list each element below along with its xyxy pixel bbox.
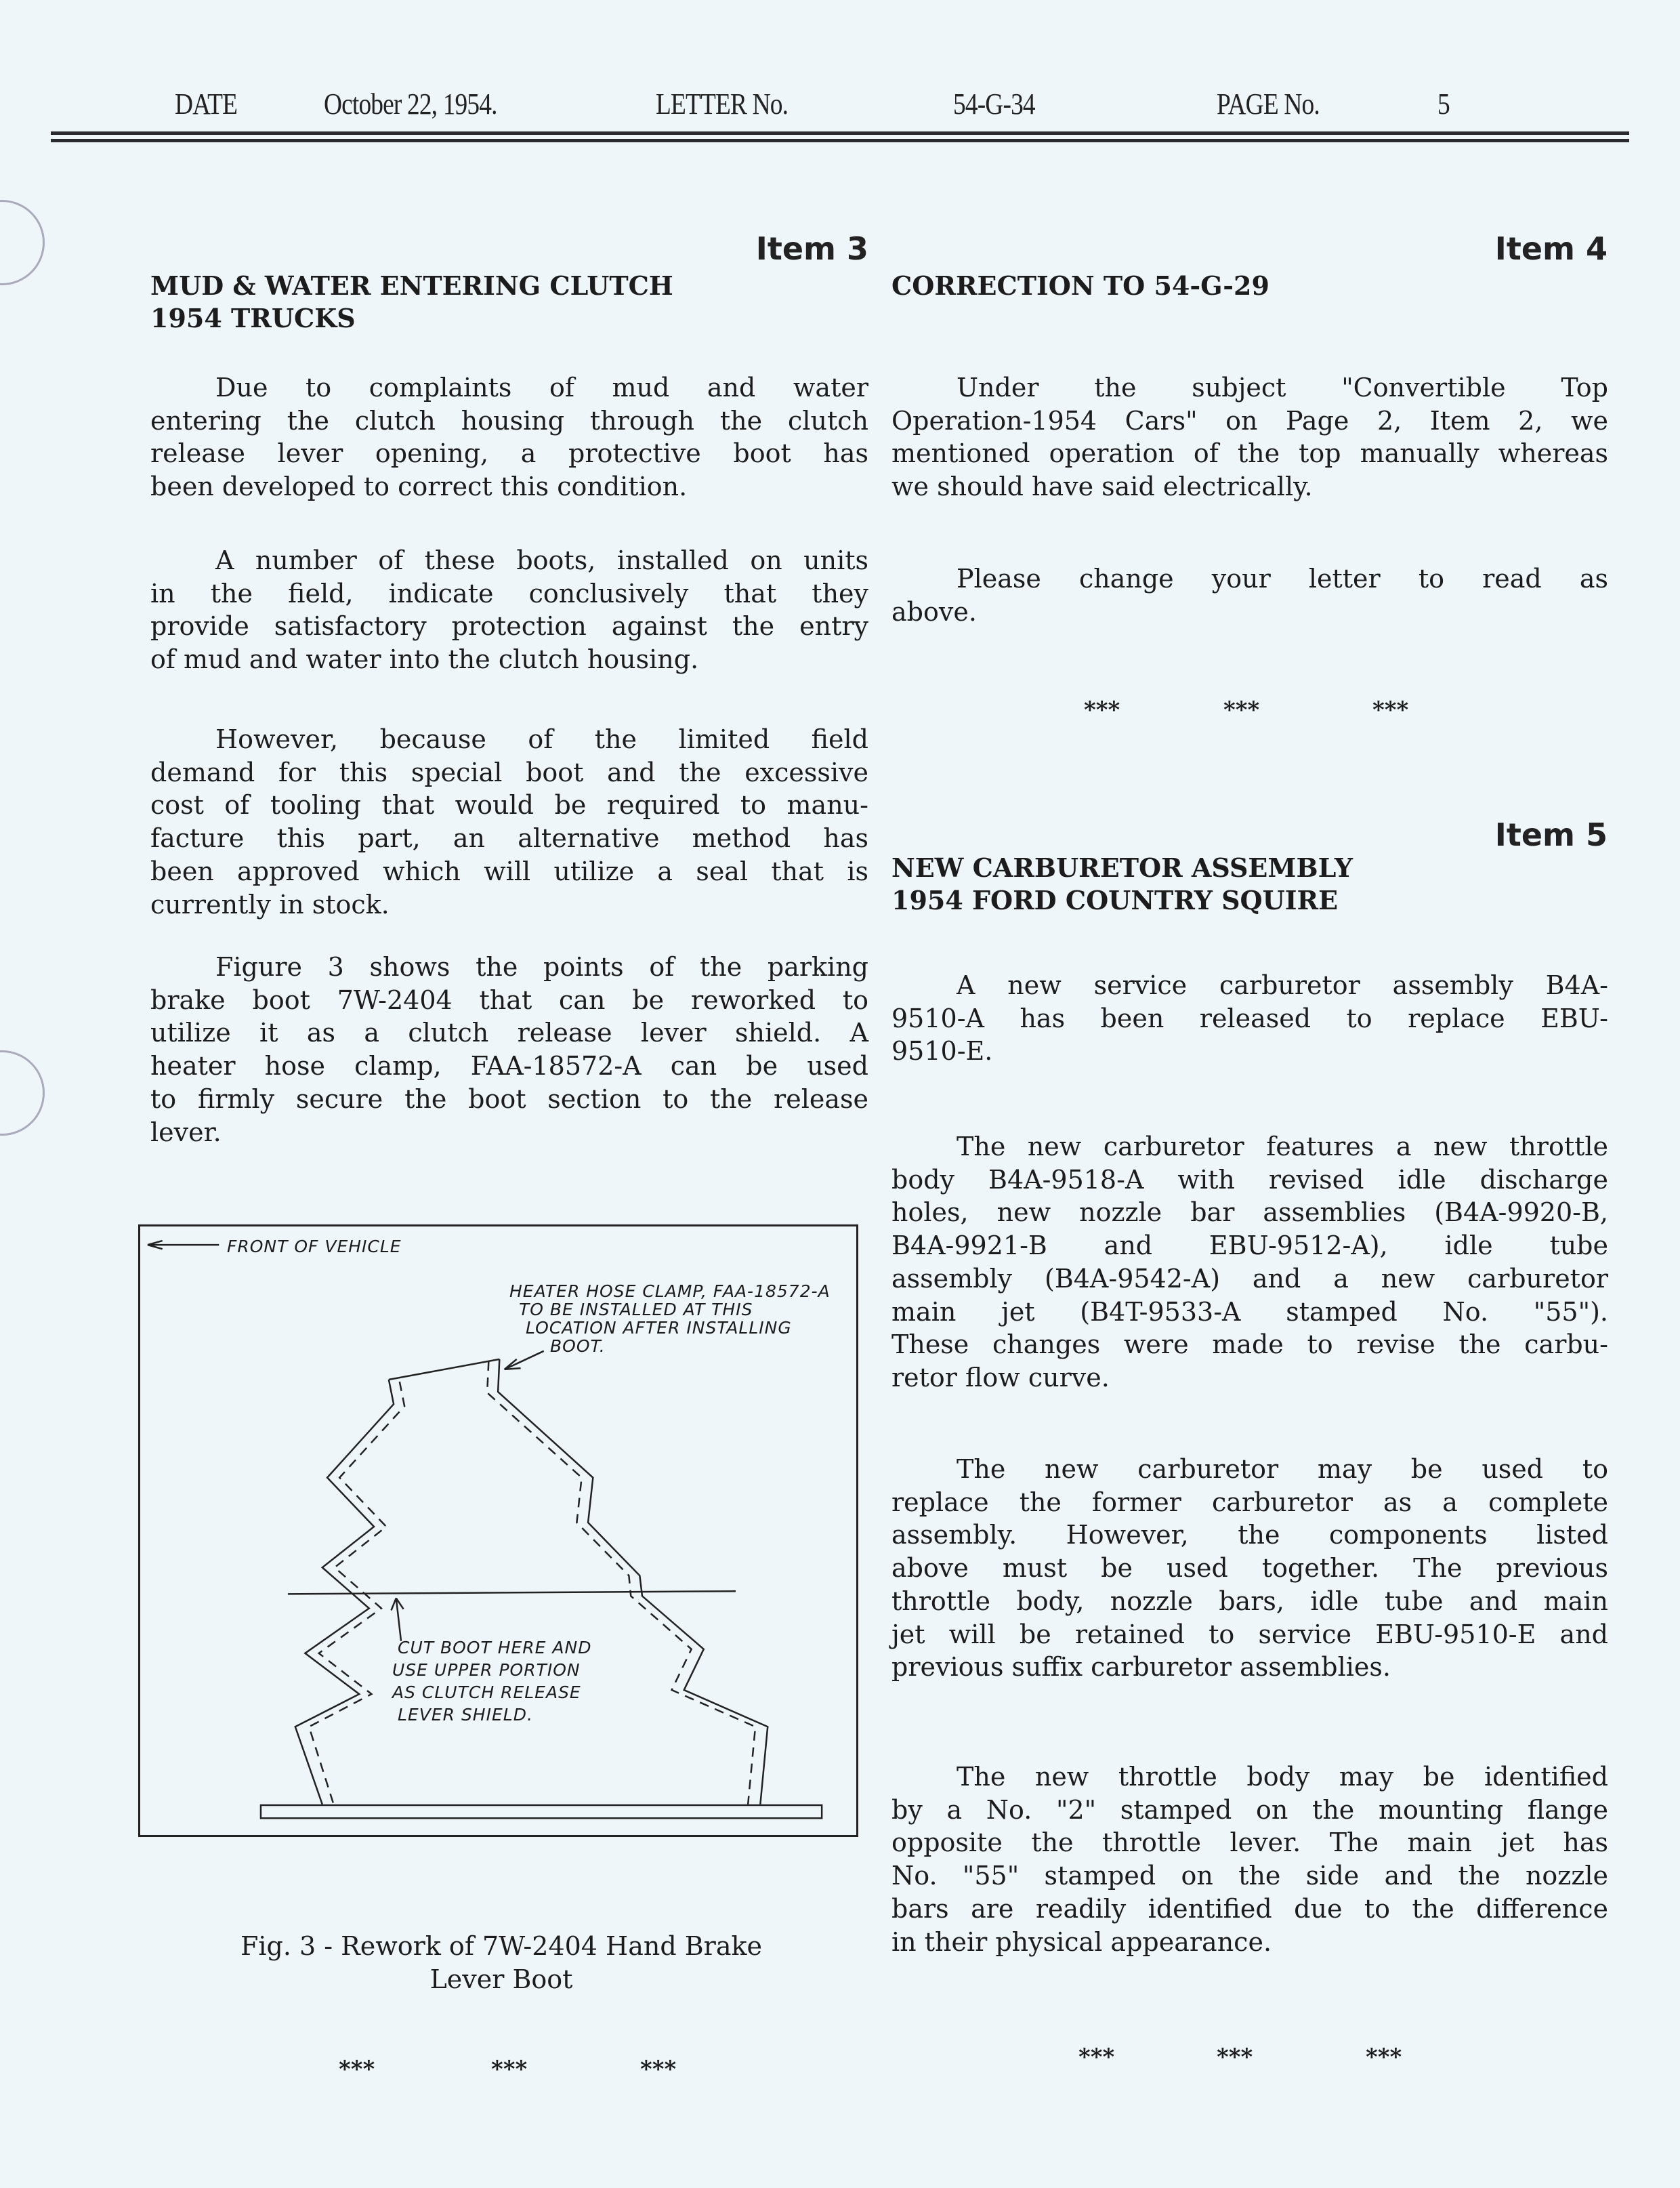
- note-line: AS CLUTCH RELEASE: [392, 1683, 581, 1702]
- item-5-paragraph: [891, 1760, 1608, 1958]
- text-line: bars are readily identified due to the difference: [891, 1893, 1608, 1924]
- text-line: heater hose clamp, FAA-18572-A can be used: [150, 1051, 868, 1081]
- cut-line: [288, 1591, 736, 1594]
- text-line: holes, new nozzle bar assemblies (B4A-9920-B,: [891, 1197, 1608, 1228]
- arrow-front: [148, 1241, 219, 1249]
- text-line: Please change your letter to read as: [957, 564, 1608, 594]
- page-label: PAGE No.: [1217, 87, 1320, 121]
- boot-left-outline: [295, 1380, 394, 1804]
- text-line: B4A-9921-B and EBU-9512-A), idle tube: [891, 1231, 1608, 1261]
- text-line: opposite the throttle lever. The main jet has: [891, 1828, 1608, 1858]
- text-line: of mud and water into the clutch housing.: [150, 644, 699, 675]
- item-4-paragraph: [891, 371, 1608, 503]
- text-line: been approved which will utilize a seal that is: [150, 856, 868, 886]
- text-line: entering the clutch housing through the clutch: [150, 405, 868, 436]
- section-separator: ***: [640, 2056, 677, 2083]
- text-line: However, because of the limited field: [215, 724, 868, 754]
- text-line: Operation-1954 Cars" on Page 2, Item 2, we: [891, 405, 1608, 436]
- text-line: provide satisfactory protection against the entry: [150, 611, 868, 642]
- text-line: assembly (B4A-9542-A) and a new carburetor: [891, 1263, 1608, 1294]
- header-rule-bottom: [51, 139, 1629, 142]
- note-line: TO BE INSTALLED AT THIS: [519, 1300, 753, 1319]
- text-line: above must be used together. The previous: [891, 1553, 1608, 1584]
- item-3-number: Item 3: [755, 230, 868, 267]
- text-line: we should have said electrically.: [891, 472, 1313, 502]
- text-line: in the field, indicate conclusively that they: [150, 578, 868, 608]
- section-separator: ***: [1372, 697, 1409, 724]
- item-5-number: Item 5: [1494, 817, 1608, 853]
- note-line: BOOT.: [550, 1336, 606, 1356]
- item-3-paragraph: [150, 951, 868, 1149]
- item-3-paragraph: [150, 371, 868, 503]
- text-line: Figure 3 shows the points of the parking: [215, 952, 868, 982]
- text-line: in their physical appearance.: [891, 1926, 1272, 1957]
- heading-line: 1954 TRUCKS: [150, 303, 356, 333]
- text-line: brake boot 7W-2404 that can be reworked to: [150, 985, 868, 1015]
- item-4-paragraph: [891, 562, 1608, 628]
- heading-line: 1954 FORD COUNTRY SQUIRE: [891, 885, 1339, 915]
- page-number: 5: [1437, 87, 1450, 121]
- text-line: replace the former carburetor as a complete: [891, 1487, 1608, 1517]
- text-line: lever.: [150, 1117, 222, 1147]
- letter-label: LETTER No.: [656, 87, 789, 121]
- text-line: 9510-E.: [891, 1036, 993, 1067]
- text-line: currently in stock.: [150, 889, 390, 920]
- note-line: USE UPPER PORTION: [392, 1660, 581, 1680]
- text-line: Under the subject "Convertible Top: [957, 373, 1608, 402]
- text-line: retor flow curve.: [891, 1362, 1110, 1392]
- figure-3-boot-diagram: [138, 1224, 858, 1837]
- text-line: been developed to correct this condition.: [150, 472, 688, 502]
- item-5-paragraph: [891, 969, 1608, 1068]
- boot-right-outline: [498, 1359, 768, 1804]
- text-line: The new throttle body may be identified: [957, 1762, 1608, 1792]
- text-line: cost of tooling that would be required to manu-: [150, 790, 868, 821]
- section-separator: ***: [1217, 2044, 1253, 2071]
- boot-base: [261, 1805, 822, 1818]
- text-line: assembly. However, the components listed: [891, 1520, 1608, 1550]
- text-line: throttle body, nozzle bars, idle tube and main: [891, 1586, 1608, 1616]
- section-separator: ***: [1078, 2044, 1115, 2071]
- text-line: 9510-A has been released to replace EBU-: [891, 1003, 1608, 1033]
- punch-hole: [0, 1050, 45, 1136]
- heading-line: CORRECTION TO 54-G-29: [891, 270, 1269, 301]
- text-line: main jet (B4T-9533-A stamped No. "55").: [891, 1296, 1608, 1327]
- text-line: These changes were made to revise the carbu-: [891, 1329, 1608, 1360]
- text-line: No. "55" stamped on the side and the nozzle: [891, 1861, 1608, 1891]
- text-line: A number of these boots, installed on units: [215, 545, 868, 575]
- text-line: The new carburetor features a new throttle: [957, 1132, 1608, 1161]
- date-value: October 22, 1954.: [324, 87, 497, 121]
- caption-line: Fig. 3 - Rework of 7W-2404 Hand Brake: [240, 1931, 762, 1961]
- text-line: A new service carburetor assembly B4A-: [957, 970, 1608, 1000]
- item-5-heading: [891, 852, 1353, 917]
- note-line: CUT BOOT HERE AND: [398, 1638, 592, 1657]
- item-5-paragraph: [891, 1453, 1608, 1684]
- section-separator: ***: [1084, 697, 1120, 724]
- heading-line: NEW CARBURETOR ASSEMBLY: [891, 852, 1353, 883]
- item-3-paragraph: [150, 544, 868, 676]
- item-4-number: Item 4: [1494, 230, 1608, 267]
- section-separator: ***: [339, 2056, 375, 2083]
- caption-line: Lever Boot: [429, 1964, 573, 1994]
- item-3-heading: [150, 270, 673, 335]
- date-label: DATE: [175, 87, 238, 121]
- punch-hole: [0, 200, 45, 285]
- text-line: facture this part, an alternative method has: [150, 823, 868, 854]
- header-rule-top: [51, 131, 1629, 135]
- text-line: by a No. "2" stamped on the mounting flange: [891, 1794, 1608, 1825]
- text-line: Due to complaints of mud and water: [215, 373, 868, 402]
- text-line: The new carburetor may be used to: [957, 1454, 1608, 1484]
- cut-arrow: [391, 1598, 403, 1640]
- clamp-note: [509, 1282, 831, 1355]
- text-line: above.: [891, 596, 977, 627]
- text-line: demand for this special boot and the excessive: [150, 757, 868, 787]
- front-of-vehicle-label: FRONT OF VEHICLE: [227, 1237, 402, 1256]
- text-line: previous suffix carburetor assemblies.: [891, 1652, 1391, 1683]
- text-line: mentioned operation of the top manually whereas: [891, 438, 1608, 469]
- letter-number: 54-G-34: [953, 87, 1035, 121]
- section-separator: ***: [1223, 697, 1260, 724]
- boot-right-inner: [487, 1361, 755, 1804]
- text-line: jet will be retained to service EBU-9510-E and: [891, 1619, 1608, 1649]
- item-3-paragraph: [150, 723, 868, 921]
- cut-note: [392, 1636, 591, 1726]
- text-line: to firmly secure the boot section to the release: [150, 1083, 868, 1114]
- figure-3-caption: [203, 1930, 799, 1996]
- item-4-heading: [891, 270, 1269, 302]
- note-line: LOCATION AFTER INSTALLING: [526, 1318, 792, 1338]
- boot-top: [389, 1359, 499, 1380]
- text-line: release lever opening, a protective boot has: [150, 438, 868, 469]
- text-line: body B4A-9518-A with revised idle discharge: [891, 1164, 1608, 1195]
- note-line: HEATER HOSE CLAMP, FAA-18572-A: [509, 1281, 831, 1301]
- item-5-paragraph: [891, 1130, 1608, 1395]
- heading-line: MUD & WATER ENTERING CLUTCH: [150, 270, 673, 301]
- section-separator: ***: [491, 2056, 528, 2083]
- section-separator: ***: [1366, 2044, 1402, 2071]
- text-line: utilize it as a clutch release lever shield. A: [150, 1018, 868, 1048]
- note-line: LEVER SHIELD.: [398, 1705, 533, 1725]
